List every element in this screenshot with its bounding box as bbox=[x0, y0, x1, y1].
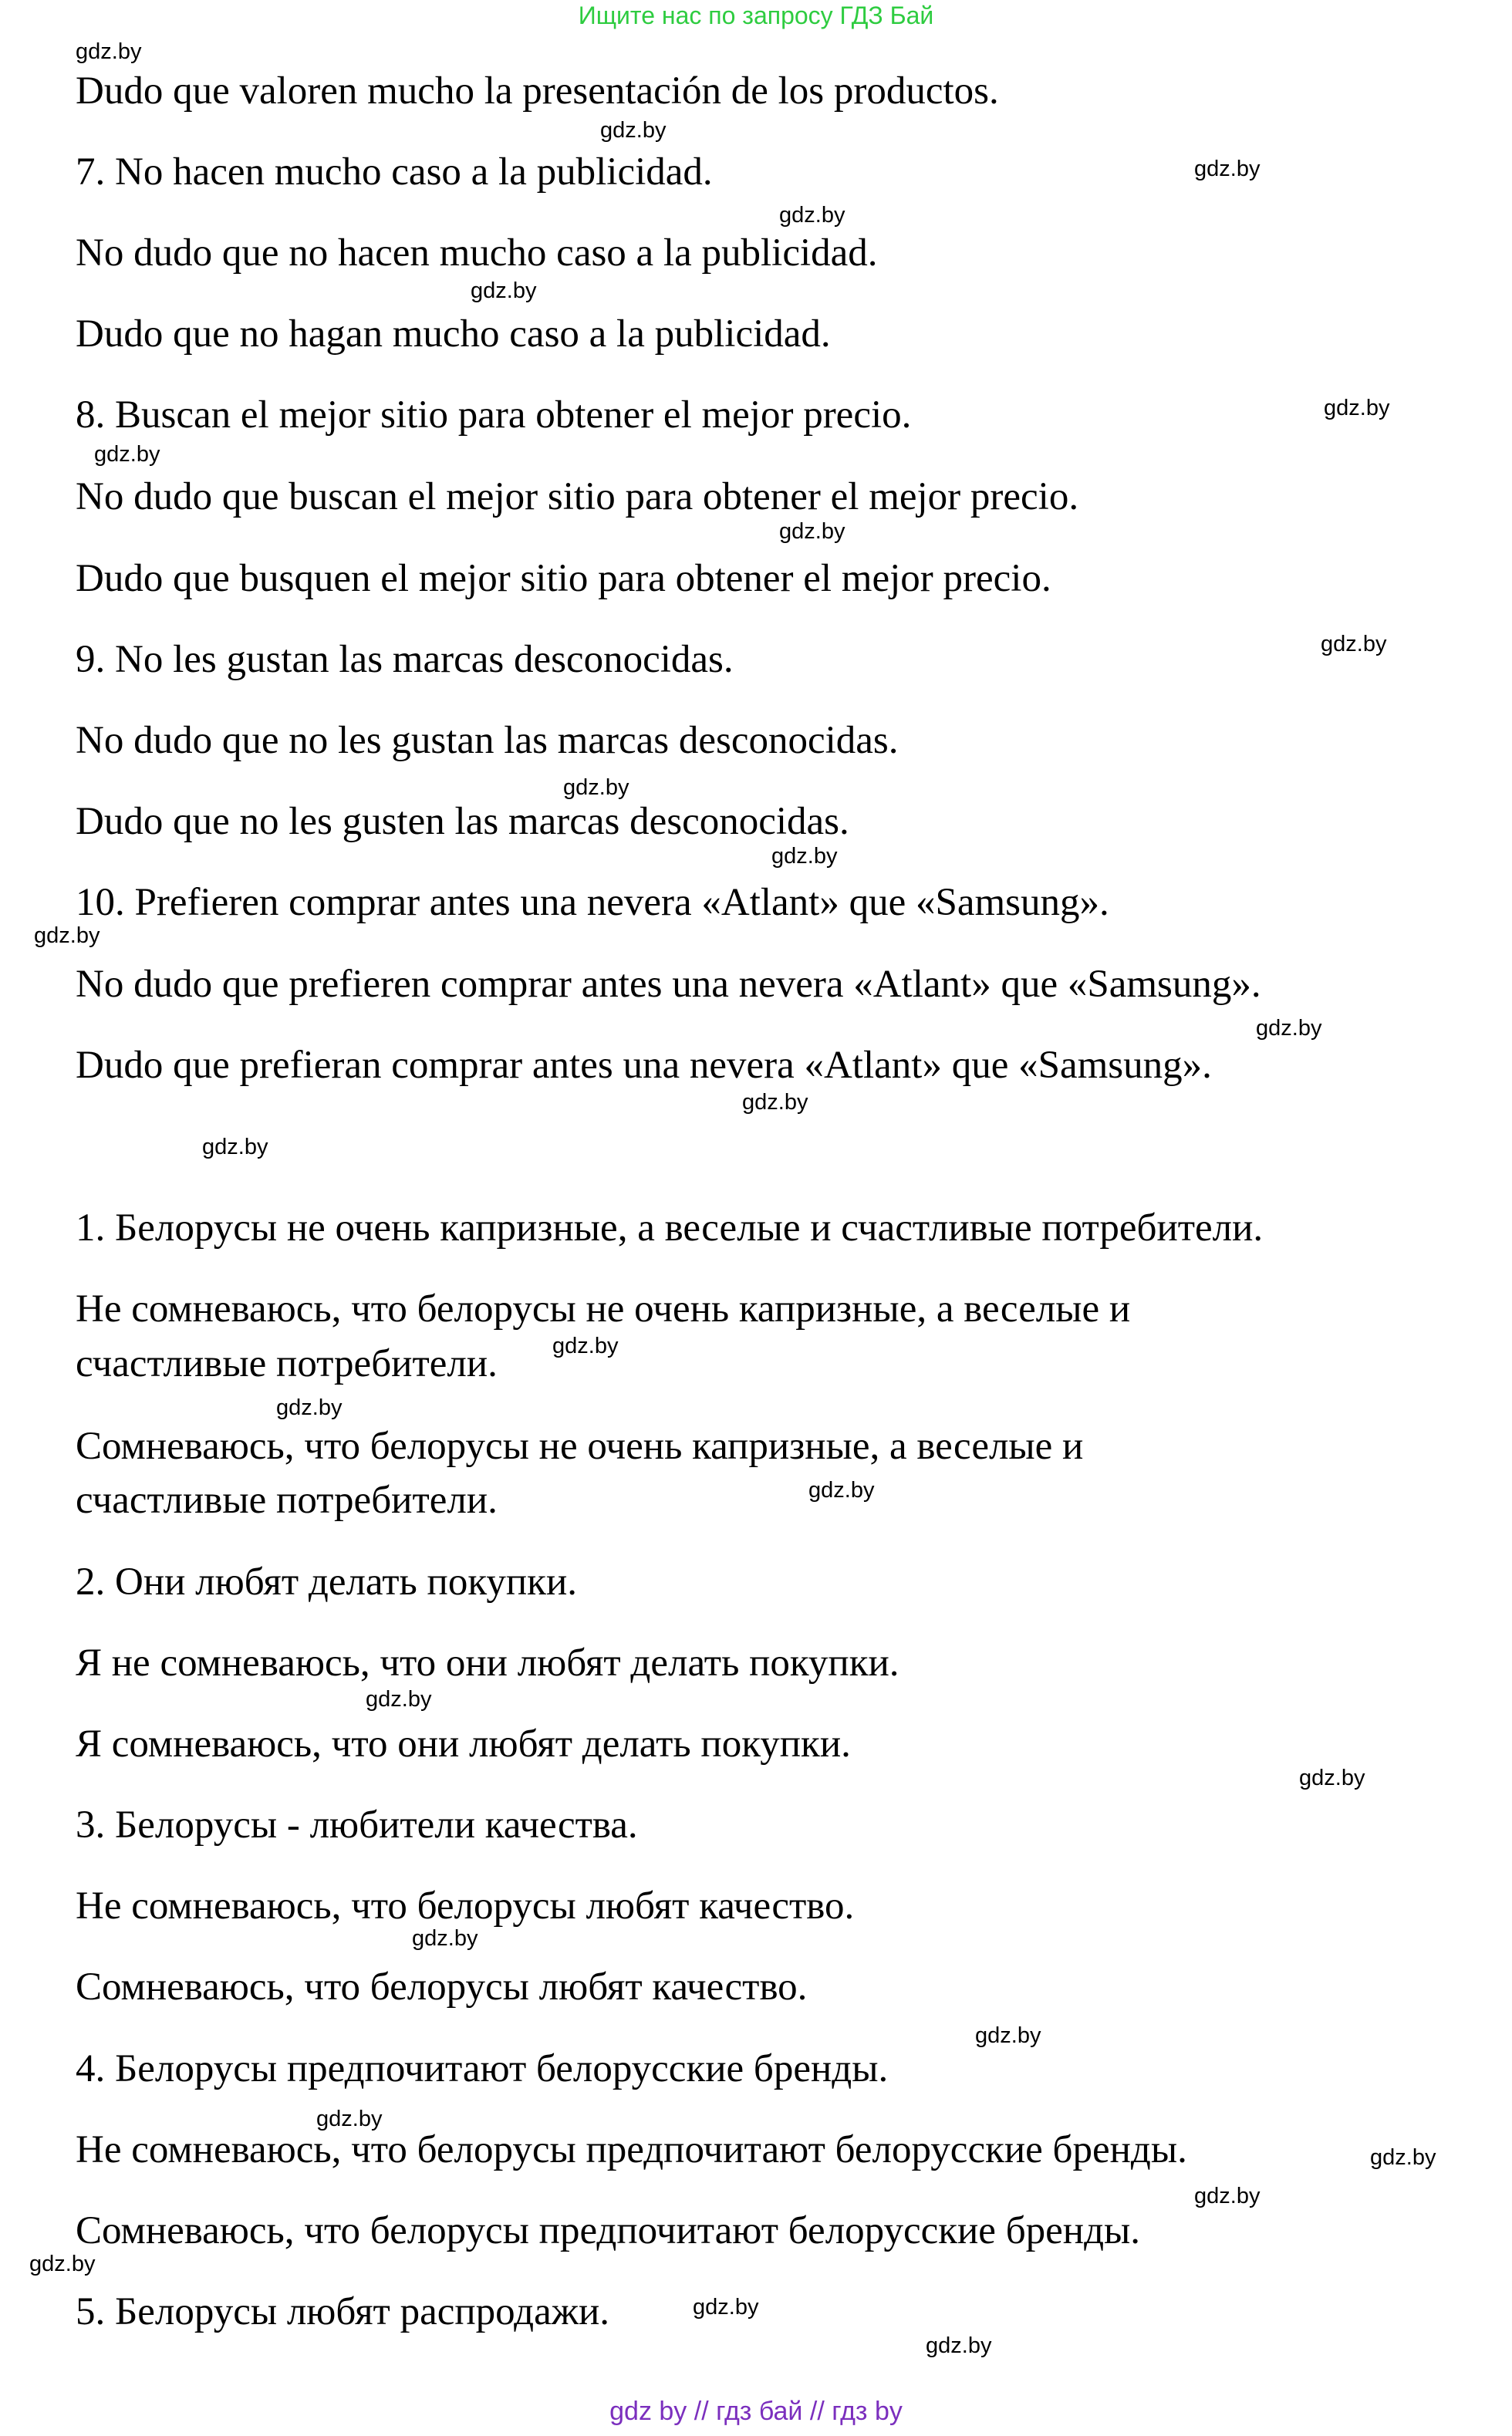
watermark: gdz.by bbox=[1256, 1016, 1322, 1041]
text-line: Dudo que prefieran comprar antes una nevera «Atlant» que «Samsung». bbox=[76, 1044, 1212, 1087]
watermark: gdz.by bbox=[316, 2107, 383, 2131]
text-line: 9. No les gustan las marcas desconocidas. bbox=[76, 638, 734, 681]
watermark: gdz.by bbox=[1299, 1766, 1365, 1790]
text-line: No dudo que prefieren comprar antes una nevera «Atlant» que «Samsung». bbox=[76, 963, 1261, 1006]
text-line: 8. Buscan el mejor sitio para obtener el mejor precio. bbox=[76, 393, 912, 437]
text-line: No dudo que buscan el mejor sitio para obtener el mejor precio. bbox=[76, 475, 1079, 518]
watermark: gdz.by bbox=[926, 2333, 992, 2358]
text-line: 4. Белорусы предпочитают белорусские бренды. bbox=[76, 2047, 889, 2090]
text-line: 10. Prefieren comprar antes una nevera «Atlant» que «Samsung». bbox=[76, 881, 1109, 924]
watermark: gdz.by bbox=[771, 844, 838, 869]
text-line: Сомневаюсь, что белорусы любят качество. bbox=[76, 1965, 808, 2009]
watermark: gdz.by bbox=[563, 775, 629, 800]
text-line: 7. No hacen mucho caso a la publicidad. bbox=[76, 150, 713, 194]
watermark: gdz.by bbox=[412, 1926, 478, 1951]
text-line: 1. Белорусы не очень капризные, а веселые и счастливые потребители. bbox=[76, 1206, 1264, 1250]
text-line: 2. Они любят делать покупки. bbox=[76, 1560, 578, 1604]
text-line: Dudo que no les gusten las marcas desconocidas. bbox=[76, 800, 849, 843]
text-line: No dudo que no les gustan las marcas desconocidas. bbox=[76, 719, 899, 762]
watermark: gdz.by bbox=[34, 923, 100, 948]
text-line: Сомневаюсь, что белорусы предпочитают белорусские бренды. bbox=[76, 2209, 1141, 2252]
search-banner: Ищите нас по запросу ГДЗ Бай bbox=[578, 2, 934, 29]
watermark: gdz.by bbox=[1194, 157, 1261, 181]
watermark: gdz.by bbox=[1370, 2145, 1436, 2170]
text-line: Не сомневаюсь, что белорусы предпочитают белорусские бренды. bbox=[76, 2128, 1187, 2171]
watermark: gdz.by bbox=[94, 442, 160, 467]
watermark: gdz.by bbox=[975, 2023, 1041, 2048]
watermark: gdz.by bbox=[29, 2252, 96, 2276]
watermark: gdz.by bbox=[1321, 632, 1387, 656]
watermark: gdz.by bbox=[808, 1478, 875, 1503]
watermark: gdz.by bbox=[779, 203, 845, 228]
watermark: gdz.by bbox=[552, 1334, 619, 1358]
text-line: Я не сомневаюсь, что они любят делать покупки. bbox=[76, 1641, 899, 1685]
text-line: Dudo que valoren mucho la presentación de los productos. bbox=[76, 69, 999, 113]
watermark: gdz.by bbox=[202, 1135, 268, 1159]
watermark: gdz.by bbox=[693, 2295, 759, 2320]
text-line: Dudo que busquen el mejor sitio para obtener el mejor precio. bbox=[76, 557, 1051, 600]
watermark: gdz.by bbox=[1324, 396, 1390, 420]
watermark: gdz.by bbox=[1194, 2184, 1261, 2208]
watermark: gdz.by bbox=[471, 278, 537, 303]
text-line: Dudo que no hagan mucho caso a la publicidad. bbox=[76, 312, 831, 356]
text-line: Не сомневаюсь, что белорусы не очень капризные, а веселые и bbox=[76, 1287, 1131, 1331]
watermark: gdz.by bbox=[366, 1687, 432, 1712]
text-line: No dudo que no hacen mucho caso a la publicidad. bbox=[76, 231, 878, 275]
text-line: Сомневаюсь, что белорусы не очень капризные, а веселые и bbox=[76, 1425, 1084, 1468]
watermark: gdz.by bbox=[742, 1090, 808, 1115]
footer-links: gdz by // гдз бай // гдз by bbox=[609, 2397, 903, 2426]
watermark: gdz.by bbox=[600, 118, 667, 143]
watermark: gdz.by bbox=[76, 39, 142, 64]
text-line: Не сомневаюсь, что белорусы любят качество. bbox=[76, 1884, 855, 1928]
text-line: Я сомневаюсь, что они любят делать покупки. bbox=[76, 1722, 851, 1766]
text-line: 3. Белорусы - любители качества. bbox=[76, 1803, 638, 1847]
text-line: счастливые потребители. bbox=[76, 1342, 498, 1385]
watermark: gdz.by bbox=[276, 1395, 343, 1420]
text-line: 5. Белорусы любят распродажи. bbox=[76, 2290, 610, 2333]
text-line: счастливые потребители. bbox=[76, 1479, 498, 1522]
watermark: gdz.by bbox=[779, 519, 845, 544]
